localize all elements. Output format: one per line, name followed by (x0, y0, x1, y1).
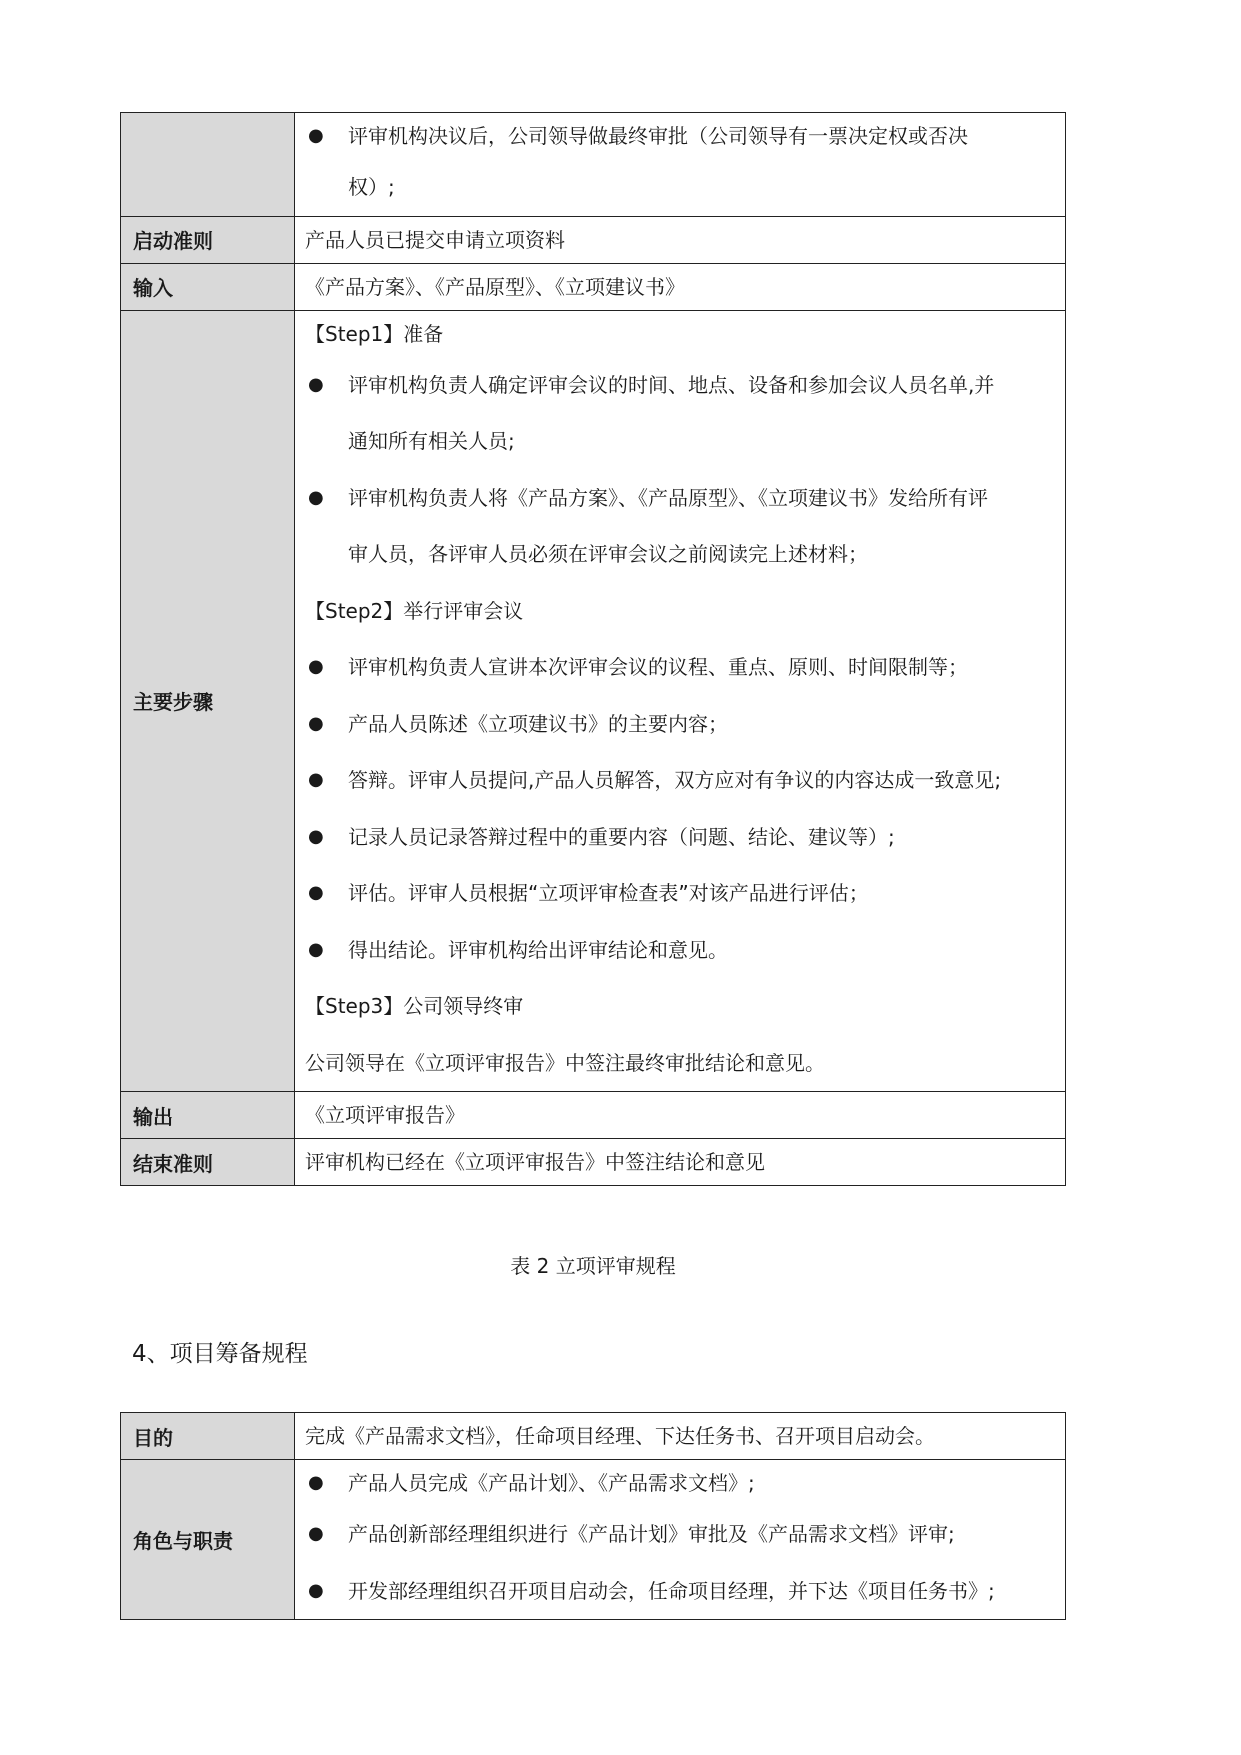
table-row (121, 263, 1066, 310)
bullet-item (305, 470, 1059, 527)
bullet-icon: ● (308, 882, 324, 903)
section-heading: 4、项目筹备规程 (132, 1341, 308, 1367)
bullet-icon: ● (308, 1472, 324, 1493)
row-content (295, 216, 1066, 263)
row-content (295, 1413, 1066, 1460)
row-label: 角色与职责 (121, 1460, 295, 1620)
bullet-icon: ● (308, 769, 324, 790)
row-label: 结束准则 (121, 1139, 295, 1186)
bullet-item (305, 1506, 1059, 1563)
bullet-continuation: 通知所有相关人员; (348, 429, 515, 453)
row-content (295, 1092, 1066, 1139)
text-line: 公司领导在《立项评审报告》中签注最终审批结论和意见。 (305, 1050, 825, 1075)
row-label: 输出 (121, 1092, 295, 1139)
text-line: 【Step1】准备 (305, 321, 444, 346)
bullet-item (305, 1563, 1059, 1620)
bullet-icon: ● (308, 656, 324, 677)
bullet-icon: ● (308, 486, 324, 508)
row-content (295, 1460, 1066, 1620)
bullet-item (305, 696, 1059, 753)
row-label: 输入 (121, 263, 295, 310)
bullet-icon: ● (308, 938, 324, 960)
row-label (121, 113, 295, 217)
row-content (295, 263, 1066, 310)
table-row (121, 1092, 1066, 1139)
bullet-item (305, 113, 1059, 159)
bullet-icon: ● (308, 125, 324, 146)
procedure-table-project-review (120, 112, 1066, 1186)
bullet-text: 得出结论。评审机构给出评审结论和意见。 (348, 937, 728, 962)
row-content (295, 1139, 1066, 1186)
bullet-item (305, 865, 1059, 922)
bullet-text: 产品人员完成《产品计划》、《产品需求文档》; (348, 1471, 755, 1495)
bullet-item (305, 922, 1059, 979)
bullet-item (305, 752, 1059, 809)
row-content (295, 113, 1066, 217)
bullet-icon: ● (308, 825, 324, 847)
bullet-item (305, 809, 1059, 866)
text-line: 《立项评审报告》 (305, 1103, 465, 1127)
bullet-text: 产品人员陈述《立项建议书》的主要内容； (348, 711, 728, 736)
bullet-icon: ● (308, 1579, 324, 1601)
bullet-text: 开发部经理组织召开项目启动会，任命项目经理，并下达《项目任务书》; (348, 1578, 995, 1603)
table-row (121, 1460, 1066, 1620)
text-line: 【Step3】公司领导终审 (305, 994, 524, 1018)
bullet-item (305, 357, 1059, 414)
bullet-icon: ● (308, 1523, 324, 1544)
bullet-text: 产品创新部经理组织进行《产品计划》审批及《产品需求文档》评审; (348, 1522, 955, 1546)
bullet-item (305, 639, 1059, 696)
row-label: 主要步骤 (121, 310, 295, 1092)
bullet-text: 评审机构负责人宣讲本次评审会议的议程、重点、原则、时间限制等； (348, 655, 968, 679)
table-row (121, 1413, 1066, 1460)
bullet-item (305, 1460, 1059, 1506)
bullet-text: 记录人员记录答辩过程中的重要内容（问题、结论、建议等）; (348, 824, 895, 849)
text-line: 完成《产品需求文档》，任命项目经理、下达任务书、召开项目启动会。 (305, 1424, 935, 1448)
text-line: 《产品方案》、《产品原型》、《立项建议书》 (305, 274, 685, 299)
row-content (295, 310, 1066, 1092)
table-row (121, 113, 1066, 217)
row-label: 目的 (121, 1413, 295, 1460)
row-label: 启动准则 (121, 216, 295, 263)
text-line: 评审机构已经在《立项评审报告》中签注结论和意见 (305, 1150, 765, 1174)
bullet-text: 评估。评审人员根据“立项评审检查表”对该产品进行评估； (348, 881, 869, 905)
table-caption: 表 2 立项评审规程 (510, 1254, 676, 1278)
text-line: 【Step2】举行评审会议 (305, 598, 524, 623)
table-row (121, 1139, 1066, 1186)
bullet-text: 评审机构决议后，公司领导做最终审批（公司领导有一票决定权或否决 (348, 124, 968, 148)
table-row (121, 216, 1066, 263)
bullet-continuation: 权）; (348, 175, 395, 199)
bullet-text: 评审机构负责人将《产品方案》、《产品原型》、《立项建议书》发给所有评 (348, 485, 988, 510)
bullet-text: 评审机构负责人确定评审会议的时间、地点、设备和参加会议人员名单,并 (348, 372, 995, 397)
text-line: 产品人员已提交申请立项资料 (305, 227, 565, 252)
procedure-table-project-preparation (120, 1412, 1066, 1620)
bullet-continuation: 审人员，各评审人员必须在评审会议之前阅读完上述材料； (348, 542, 868, 566)
bullet-icon: ● (308, 712, 324, 734)
bullet-text: 答辩。评审人员提问,产品人员解答，双方应对有争议的内容达成一致意见; (348, 768, 1002, 792)
table-row (121, 310, 1066, 1092)
bullet-icon: ● (308, 373, 324, 395)
